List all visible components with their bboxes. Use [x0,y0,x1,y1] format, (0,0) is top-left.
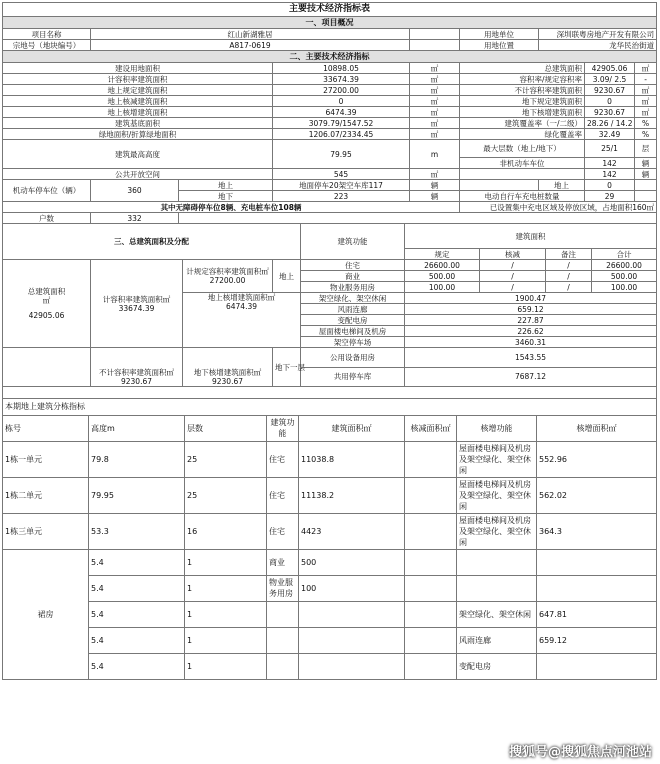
indicator-label: 地上核减建筑面积 [3,96,273,107]
land-unit-value: 深圳联粤房地产开发有限公司 [539,29,657,40]
area-header: 建筑面积 [405,224,657,249]
subhead-total: 合计 [592,249,657,260]
section3-title: 三、总建筑面积及分配 [3,224,301,260]
indicator-unit-2: ㎡ [635,85,657,96]
below-label: 地下 [179,191,273,202]
indicator-label: 计容积率建筑面积 [3,74,273,85]
area-cell: 4423 [299,513,405,549]
inc-cell [183,293,301,348]
total-filler [3,348,91,387]
indicator-value-2: 32.49 [585,129,635,140]
inc-func-4: 架空停车场 [301,337,405,348]
indicator-value: 27200.00 [273,85,410,96]
above-ground-label: 地上 [273,260,301,293]
accessible-note: 其中无障碍停车位8辆、充电桩车位108辆 [3,202,460,213]
height-cell: 5.4 [89,653,185,679]
indicator-unit: ㎡ [410,107,460,118]
reduced-cell [405,549,457,575]
function-cell: 住宅 [267,441,299,477]
podium-row [3,575,657,601]
column-header: 核增面积㎡ [537,415,657,441]
reg-total-2: 100.00 [592,282,657,293]
ev-label: 电动自行车充电桩数量 [460,191,585,202]
podium-row [3,601,657,627]
section4-title: 本期地上建筑分栋指标 [3,398,657,415]
column-header: 建筑面积㎡ [299,415,405,441]
floors-cell: 1 [185,549,267,575]
parking-label: 机动车停车位（辆） [3,180,91,202]
indicator-value: 6474.39 [273,107,410,118]
floors-cell: 25 [185,441,267,477]
indicator-row [3,85,657,96]
indicator-value-2: 28.26 / 14.2 [585,118,635,129]
inc-function-cell [457,575,537,601]
area-cell: 11038.8 [299,441,405,477]
reg-func-2: 物业服务用房 [301,282,405,293]
indicator-label-2: 绿化覆盖率 [460,129,585,140]
indicator-label-2: 建筑覆盖率（一/二级） [460,118,585,129]
inc-function-cell: 风雨连廊 [457,627,537,653]
reg-reduced-0: / [480,260,546,271]
indicator-row [3,74,657,85]
height-cell: 53.3 [89,513,185,549]
ug-label: 地下核增建筑面积㎡ [193,368,262,377]
nfa-cell [91,348,183,387]
podium-row [3,653,657,679]
ug-func-0: 公用设备用房 [301,348,405,368]
height-unit: m [410,140,460,169]
subhead-remark: 备注 [546,249,592,260]
households-label: 户数 [3,213,91,224]
inc-val-4: 3460.31 [405,337,657,348]
func-header: 建筑功能 [301,224,405,260]
nonmotor-value: 142 [585,158,635,169]
inc-val-1: 659.12 [405,304,657,315]
total-area-cell [3,260,91,348]
inc-val-2: 227.87 [405,315,657,326]
table-row [3,513,657,549]
parking-total: 360 [91,180,179,202]
inc-func-1: 风雨连廊 [301,304,405,315]
inc-function-cell: 屋面楼电梯间及机房及架空绿化、架空休闲 [457,513,537,549]
indicator-label-2: 容积率/规定容积率 [460,74,585,85]
nfa-label: 不计容积率建筑面积㎡ [99,368,174,377]
households-value: 332 [91,213,179,224]
inc-area-cell [537,653,657,679]
open-space-label: 公共开放空间 [3,169,273,180]
indicator-label-2: 不计容积率建筑面积 [460,85,585,96]
indicator-unit-2: ㎡ [635,63,657,74]
fa-cell [91,260,183,348]
indicator-label: 地上规定建筑面积 [3,85,273,96]
total-area-value: 42905.06 [28,311,65,320]
ug-func-1: 共用停车库 [301,367,405,387]
reg-total-1: 500.00 [592,271,657,282]
below-unit: 辆 [410,191,460,202]
indicator-sheet [2,2,656,680]
height-label: 建筑最高高度 [3,140,273,169]
column-header: 建筑功能 [267,415,299,441]
building-cell: 1栋一单元 [3,441,89,477]
area-cell [299,627,405,653]
ug-value: 9230.67 [211,377,243,386]
ev-value: 29 [585,191,635,202]
indicator-unit: ㎡ [410,118,460,129]
inc-area-cell [537,575,657,601]
subhead-reduced: 核减 [480,249,546,260]
function-cell [267,627,299,653]
floors-cell: 25 [185,477,267,513]
indicator-label: 建筑基底面积 [3,118,273,129]
building-breakdown-table [2,398,657,680]
indicator-unit-2: % [635,118,657,129]
inc-func-0: 架空绿化、架空休闲 [301,293,405,304]
inc-func-3: 屋面楼电梯间及机房 [301,326,405,337]
inc-area-cell [537,549,657,575]
inc-function-cell: 屋面楼电梯间及机房及架空绿化、架空休闲 [457,477,537,513]
table-row [3,477,657,513]
indicator-unit-2: ㎡ [635,96,657,107]
indicator-row [3,118,657,129]
inc-area-cell: 659.12 [537,627,657,653]
inc-val-0: 1900.47 [405,293,657,304]
reg-reduced-2: / [480,282,546,293]
building-cell: 1栋三单元 [3,513,89,549]
open-space-r-value: 142 [585,169,635,180]
indicator-value-2: 42905.06 [585,63,635,74]
reg-reduced-1: / [480,271,546,282]
parcel-value: A817-0619 [91,40,410,51]
indicator-row [3,96,657,107]
indicator-unit-2: - [635,74,657,85]
fa-label: 计容积率建筑面积㎡ [102,294,171,304]
parcel-label: 宗地号（地块编号） [3,40,91,51]
indicator-value: 33674.39 [273,74,410,85]
ug-level: 地下一层 [273,348,301,387]
land-location-value: 龙华民治街道 [539,40,657,51]
column-header: 层数 [185,415,267,441]
table-title: 主要技术经济指标表 [3,3,657,17]
podium-row [3,627,657,653]
indicator-row [3,129,657,140]
height-cell: 5.4 [89,575,185,601]
above-r-label: 地上 [539,180,585,191]
indicator-value-2: 3.09/ 2.5 [585,74,635,85]
indicator-label-2: 总建筑面积 [460,63,585,74]
indicator-row [3,107,657,118]
indicator-value: 3079.79/1547.52 [273,118,410,129]
indicator-unit-2: ㎡ [635,107,657,118]
height-cell: 5.4 [89,549,185,575]
nfa-value: 9230.67 [120,377,152,386]
reg-value: 27200.00 [209,276,246,285]
inc-area-cell: 552.96 [537,441,657,477]
area-cell: 500 [299,549,405,575]
indicator-label: 绿地面积/折算绿地面积 [3,129,273,140]
reg-regulated-0: 26600.00 [405,260,480,271]
indicator-unit: ㎡ [410,63,460,74]
floors-value: 25/1 [585,140,635,158]
inc-val-3: 226.62 [405,326,657,337]
building-cell: 1栋二单元 [3,477,89,513]
indicator-label: 地上核增建筑面积 [3,107,273,118]
area-distribution-table [2,223,657,398]
column-header: 核减面积㎡ [405,415,457,441]
open-space-unit: ㎡ [410,169,460,180]
reg-func-0: 住宅 [301,260,405,271]
section2-title: 二、主要技术经济指标 [3,51,657,63]
fa-value: 33674.39 [118,303,155,313]
total-area-label: 总建筑面积 [27,287,66,296]
reduced-cell [405,575,457,601]
function-cell: 住宅 [267,513,299,549]
section1-title: 一、项目概况 [3,17,657,29]
open-space-value: 545 [273,169,410,180]
inc-function-cell: 架空绿化、架空休闲 [457,601,537,627]
indicator-value-2: 0 [585,96,635,107]
reg-cell [183,260,273,293]
inc-function-cell: 变配电房 [457,653,537,679]
indicator-value: 0 [273,96,410,107]
reg-label: 计规定容积率建筑面积㎡ [186,267,269,276]
inc-value: 6474.39 [225,302,257,311]
main-indicator-table [2,2,657,224]
function-cell [267,653,299,679]
reduced-cell [405,627,457,653]
reduced-cell [405,653,457,679]
floors-cell: 1 [185,627,267,653]
watermark: 搜狐号@搜狐焦点河池站 [508,745,652,760]
inc-area-cell: 647.81 [537,601,657,627]
height-cell: 79.95 [89,477,185,513]
inc-function-cell [457,549,537,575]
floors-unit: 层 [635,140,657,158]
podium-row [3,549,657,575]
column-header: 核增功能 [457,415,537,441]
height-cell: 79.8 [89,441,185,477]
reg-note-0: / [546,260,592,271]
project-name-label: 项目名称 [3,29,91,40]
indicator-value: 1206.07/2334.45 [273,129,410,140]
nonmotor-label: 非机动车车位 [460,158,585,169]
reg-note-1: / [546,271,592,282]
inc-func-2: 变配电房 [301,315,405,326]
indicator-value: 10898.05 [273,63,410,74]
function-cell [267,601,299,627]
area-cell [299,601,405,627]
nonmotor-unit: 辆 [635,158,657,169]
inc-area-cell: 562.02 [537,477,657,513]
function-cell: 商业 [267,549,299,575]
indicator-unit: ㎡ [410,96,460,107]
above-label: 地上 [179,180,273,191]
indicator-label: 建设用地面积 [3,63,273,74]
floors-cell: 1 [185,601,267,627]
inc-label: 地上核增建筑面积㎡ [207,293,276,302]
column-header: 栋号 [3,415,89,441]
above-unit: 辆 [410,180,460,191]
reduced-cell [405,513,457,549]
reg-regulated-1: 500.00 [405,271,480,282]
reg-total-0: 26600.00 [592,260,657,271]
ug-cell [183,348,273,387]
indicator-unit-2: % [635,129,657,140]
height-cell: 5.4 [89,601,185,627]
function-cell: 物业服务用房 [267,575,299,601]
reg-func-1: 商业 [301,271,405,282]
indicator-unit: ㎡ [410,74,460,85]
indicator-label-2: 地下核增建筑面积 [460,107,585,118]
indicator-unit: ㎡ [410,85,460,96]
table-row [3,441,657,477]
floors-label: 最大层数（地上/地下） [460,140,585,158]
area-cell: 100 [299,575,405,601]
floors-cell: 1 [185,653,267,679]
total-area-unit: ㎡ [42,296,51,305]
floors-cell: 16 [185,513,267,549]
above-r-value: 0 [585,180,635,191]
indicator-unit: ㎡ [410,129,460,140]
reduced-cell [405,441,457,477]
land-unit-label: 用地单位 [460,29,539,40]
reg-regulated-2: 100.00 [405,282,480,293]
area-cell [299,653,405,679]
floors-cell: 1 [185,575,267,601]
height-cell: 5.4 [89,627,185,653]
podium-label: 裙房 [3,549,89,679]
indicator-label-2: 地下规定建筑面积 [460,96,585,107]
inc-area-cell: 364.3 [537,513,657,549]
below-value: 223 [273,191,410,202]
area-cell: 11138.2 [299,477,405,513]
reduced-cell [405,601,457,627]
reduced-cell [405,477,457,513]
ug-val-1: 7687.12 [405,367,657,387]
land-location-label: 用地位置 [460,40,539,51]
reg-note-2: / [546,282,592,293]
indicator-value-2: 9230.67 [585,107,635,118]
height-value: 79.95 [273,140,410,169]
charging-note: 已设置集中充电区域及停放区域，占地面积160㎡ [460,202,657,213]
subhead-regulated: 规定 [405,249,480,260]
inc-function-cell: 屋面楼电梯间及机房及架空绿化、架空休闲 [457,441,537,477]
indicator-row [3,63,657,74]
above-desc: 地面停车20架空车库117 [273,180,410,191]
column-header: 高度m [89,415,185,441]
open-space-r-unit: 辆 [635,169,657,180]
ug-val-0: 1543.55 [405,348,657,368]
indicator-value-2: 9230.67 [585,85,635,96]
function-cell: 住宅 [267,477,299,513]
project-name-value: 红山新湖雅居 [91,29,410,40]
